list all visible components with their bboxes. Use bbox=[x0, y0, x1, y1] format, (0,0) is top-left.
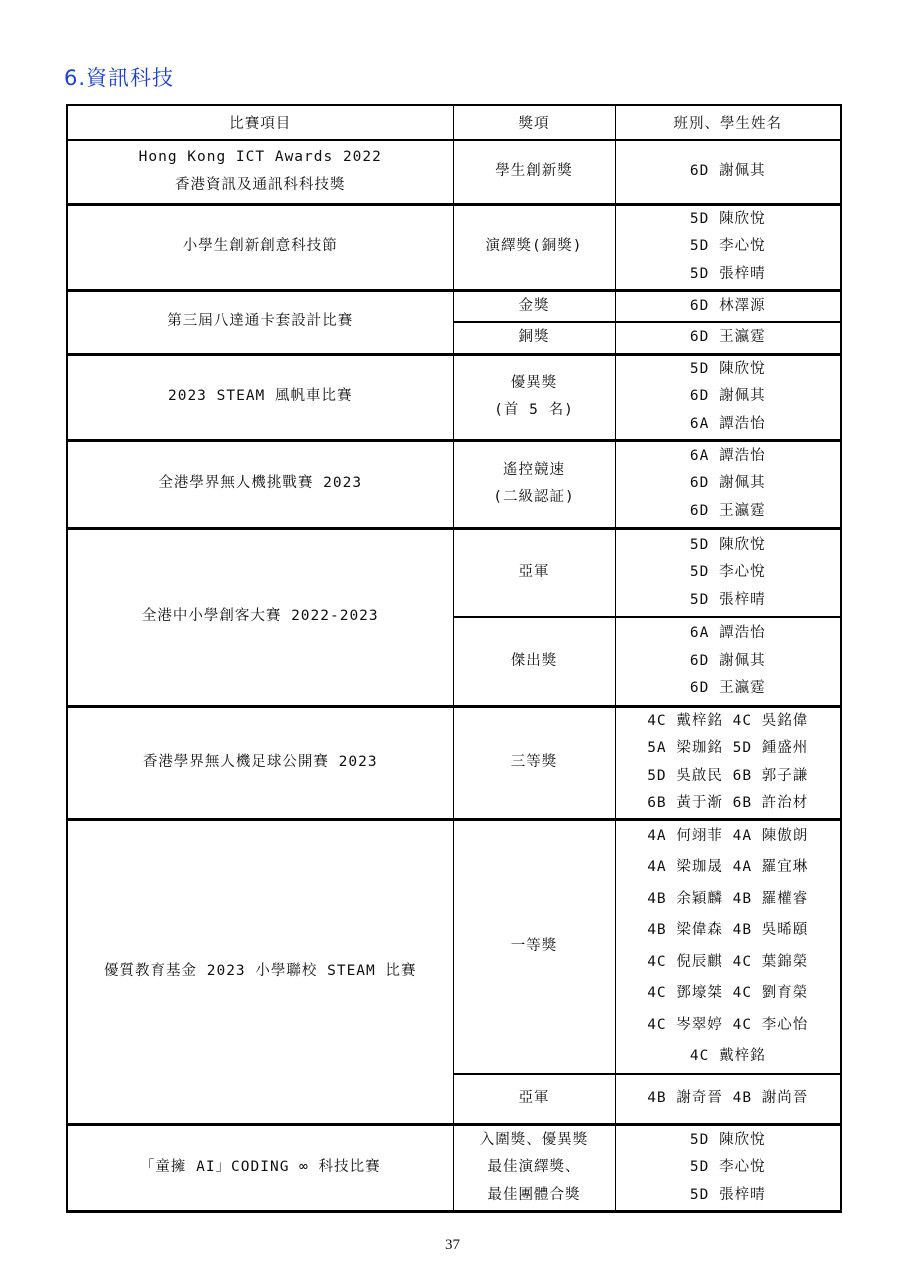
text-line: 亞軍 bbox=[518, 564, 550, 580]
header-competition: 比賽項目 bbox=[67, 105, 453, 140]
table-row bbox=[67, 140, 841, 204]
header-row bbox=[67, 105, 841, 140]
award-cell bbox=[453, 290, 615, 322]
students-cell bbox=[615, 528, 841, 617]
text-line: 5D 李心悅 bbox=[689, 238, 766, 255]
text-line: 優質教育基金 2023 小學聯校 STEAM 比賽 bbox=[104, 963, 417, 979]
students-cell bbox=[615, 1125, 841, 1212]
students-cell bbox=[615, 819, 841, 1074]
table-row bbox=[67, 819, 841, 1074]
text-line: 入圍獎、優異獎 bbox=[479, 1131, 589, 1148]
award-cell bbox=[453, 706, 615, 819]
table-row bbox=[67, 528, 841, 617]
table-row bbox=[67, 440, 841, 528]
text-line: 4B 梁偉森 4B 吳晞頤 bbox=[647, 922, 809, 938]
awards-table bbox=[66, 104, 842, 1213]
text-line: 一等獎 bbox=[510, 937, 558, 954]
text-line: 三等獎 bbox=[510, 753, 558, 770]
awards-body bbox=[67, 140, 841, 1212]
text-line: 優異獎 bbox=[510, 374, 558, 391]
text-line: 4C 岑翠婷 4C 李心怡 bbox=[647, 1016, 809, 1033]
text-line: 4A 何翊菲 4A 陳傲朗 bbox=[647, 827, 809, 844]
text-line: 第三屆八達通卡套設計比賽 bbox=[167, 313, 354, 330]
text-line: 2023 STEAM 風帆車比賽 bbox=[167, 388, 353, 405]
students-cell bbox=[615, 440, 841, 528]
text-line: 4B 余穎麟 4B 羅權睿 bbox=[647, 890, 809, 907]
competition-cell bbox=[67, 819, 453, 1125]
text-line: 5D 吳啟民 6B 郭子謙 bbox=[647, 767, 809, 784]
text-line: 6D 謝佩其 bbox=[689, 388, 766, 405]
students-cell bbox=[615, 1074, 841, 1125]
text-line: 香港學界無人機足球公開賽 2023 bbox=[142, 753, 378, 770]
text-line: 小學生創新創意科技節 bbox=[182, 238, 338, 255]
text-line: 6D 謝佩其 bbox=[689, 652, 766, 669]
text-line: 5D 陳欣悅 bbox=[689, 536, 766, 553]
text-line: (首 5 名) bbox=[494, 402, 574, 418]
header-award: 獎項 bbox=[453, 105, 615, 140]
competition-cell bbox=[67, 528, 453, 706]
text-line: 金獎 bbox=[518, 297, 550, 314]
text-line: 6A 譚浩怡 bbox=[689, 447, 766, 464]
section-title: 6.資訊科技 bbox=[64, 66, 175, 90]
text-line: 「童擁 AI」CODING ∞ 科技比賽 bbox=[139, 1159, 381, 1176]
award-cell bbox=[453, 354, 615, 440]
text-line: 傑出獎 bbox=[510, 652, 558, 669]
award-cell bbox=[453, 322, 615, 354]
text-line: 香港資訊及通訊科科技獎 bbox=[175, 176, 346, 193]
text-line: 學生創新獎 bbox=[495, 163, 573, 179]
text-line: 4B 謝奇晉 4B 謝尚晉 bbox=[647, 1090, 809, 1106]
competition-cell bbox=[67, 290, 453, 354]
competition-cell bbox=[67, 140, 453, 204]
text-line: 5D 陳欣悅 bbox=[689, 210, 766, 227]
award-cell bbox=[453, 1125, 615, 1212]
text-line: 4C 鄧壕桀 4C 劉育榮 bbox=[647, 985, 809, 1001]
text-line: 5D 張梓晴 bbox=[689, 265, 766, 282]
text-line: 銅獎 bbox=[518, 329, 550, 345]
text-line: 5D 張梓晴 bbox=[689, 1186, 766, 1203]
text-line: 5D 陳欣悅 bbox=[689, 1131, 766, 1148]
award-cell bbox=[453, 440, 615, 528]
table-row bbox=[67, 354, 841, 440]
competition-cell bbox=[67, 440, 453, 528]
text-line: 6B 黃于渐 6B 許治材 bbox=[647, 795, 809, 811]
text-line: 6D 謝佩其 bbox=[689, 163, 766, 179]
table-row bbox=[67, 706, 841, 819]
text-line: 6A 譚浩怡 bbox=[689, 415, 766, 432]
text-line: 6A 譚浩怡 bbox=[689, 625, 766, 641]
table-row bbox=[67, 290, 841, 322]
students-cell bbox=[615, 204, 841, 290]
text-line: 5D 張梓晴 bbox=[689, 591, 766, 608]
text-line: 6D 謝佩其 bbox=[689, 475, 766, 492]
text-line: 5D 陳欣悅 bbox=[689, 360, 766, 377]
text-line: 演繹獎(銅獎) bbox=[485, 238, 583, 255]
award-cell bbox=[453, 204, 615, 290]
text-line: 4C 戴梓銘 bbox=[689, 1048, 766, 1064]
text-line: 5D 李心悅 bbox=[689, 1159, 766, 1176]
award-cell bbox=[453, 819, 615, 1074]
text-line: 最佳演繹獎、 bbox=[487, 1159, 581, 1176]
text-line: 全港中小學創客大賽 2022-2023 bbox=[141, 608, 379, 625]
text-line: 6D 王瀛霆 bbox=[689, 680, 766, 696]
text-line: 4A 梁珈晟 4A 羅宜琳 bbox=[647, 859, 809, 875]
table-row bbox=[67, 1125, 841, 1212]
award-cell bbox=[453, 1074, 615, 1125]
page-number: 37 bbox=[445, 1237, 460, 1253]
competition-cell bbox=[67, 204, 453, 290]
text-line: 遙控競速 bbox=[503, 461, 565, 478]
competition-cell bbox=[67, 706, 453, 819]
students-cell bbox=[615, 617, 841, 706]
award-cell bbox=[453, 617, 615, 706]
text-line: 6D 王瀛霆 bbox=[689, 502, 766, 519]
award-cell bbox=[453, 528, 615, 617]
students-cell bbox=[615, 140, 841, 204]
text-line: 全港學界無人機挑戰賽 2023 bbox=[158, 475, 363, 492]
competition-cell bbox=[67, 1125, 453, 1212]
text-line: 5A 梁珈銘 5D 鍾盛州 bbox=[647, 740, 809, 756]
text-line: 最佳團體合獎 bbox=[487, 1186, 581, 1203]
students-cell bbox=[615, 290, 841, 322]
text-line: (二級認証) bbox=[493, 489, 575, 505]
award-cell bbox=[453, 140, 615, 204]
text-line: 亞軍 bbox=[518, 1090, 550, 1106]
text-line: 4C 倪辰麒 4C 葉錦榮 bbox=[647, 953, 809, 970]
table-row bbox=[67, 204, 841, 290]
students-cell bbox=[615, 322, 841, 354]
competition-cell bbox=[67, 354, 453, 440]
students-cell bbox=[615, 706, 841, 819]
text-line: 4C 戴梓銘 4C 吳銘偉 bbox=[647, 712, 809, 729]
header-students: 班別、學生姓名 bbox=[615, 105, 841, 140]
text-line: 6D 王瀛霆 bbox=[689, 329, 766, 345]
text-line: 6D 林澤源 bbox=[689, 297, 766, 314]
text-line: 5D 李心悅 bbox=[689, 564, 766, 580]
students-cell bbox=[615, 354, 841, 440]
text-line: Hong Kong ICT Awards 2022 bbox=[138, 149, 382, 166]
